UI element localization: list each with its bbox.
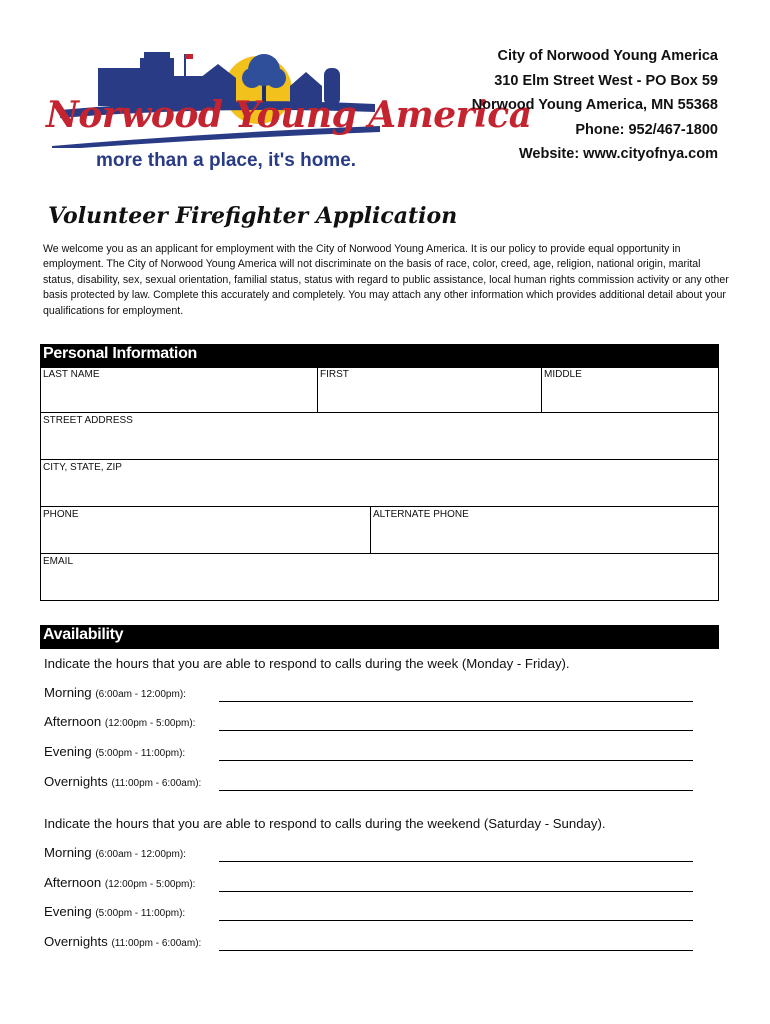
availability-title: Availability <box>43 626 124 643</box>
alternate-phone-field[interactable] <box>370 507 719 553</box>
city-state-zip-label: CITY, STATE, ZIP <box>43 462 122 473</box>
last-name-label: LAST NAME <box>43 369 100 380</box>
contact-city: City of Norwood Young America <box>497 48 718 64</box>
weekend-intro: Indicate the hours that you are able to respond to calls during the weekend (Saturday - Sunday). <box>44 816 606 831</box>
weekend-morning-input[interactable] <box>219 861 693 862</box>
last-name-field[interactable] <box>41 367 317 412</box>
weekday-evening-label: Evening (5:00pm - 11:00pm): <box>44 744 186 759</box>
weekday-morning-row <box>44 685 694 707</box>
weekday-overnights-input[interactable] <box>219 790 693 791</box>
personal-info-grid <box>40 367 719 601</box>
contact-block <box>472 44 718 167</box>
weekday-overnights-row <box>44 774 694 796</box>
contact-phone: Phone: 952/467-1800 <box>575 121 718 138</box>
street-address-field[interactable] <box>41 413 718 459</box>
phone-row <box>41 507 718 554</box>
weekday-evening-input[interactable] <box>219 760 693 761</box>
weekday-afternoon-label: Afternoon (12:00pm - 5:00pm): <box>44 714 196 729</box>
weekend-overnights-label: Overnights (11:00pm - 6:00am): <box>44 934 202 949</box>
weekend-overnights-input[interactable] <box>219 950 693 951</box>
weekend-afternoon-input[interactable] <box>219 891 693 892</box>
phone-label: PHONE <box>43 509 79 520</box>
weekday-overnights-label: Overnights (11:00pm - 6:00am): <box>44 774 202 789</box>
weekend-afternoon-label: Afternoon (12:00pm - 5:00pm): <box>44 875 196 890</box>
personal-info-title: Personal Information <box>43 345 198 362</box>
availability-header <box>40 625 719 649</box>
weekend-evening-label: Evening (5:00pm - 11:00pm): <box>44 904 186 919</box>
weekday-afternoon-input[interactable] <box>219 730 693 731</box>
city-row <box>41 460 718 507</box>
weekday-evening-row <box>44 744 694 766</box>
street-row <box>41 413 718 460</box>
weekend-morning-label: Morning (6:00am - 12:00pm): <box>44 845 186 860</box>
weekend-overnights-row <box>44 934 694 956</box>
intro-paragraph: We welcome you as an applicant for employment with the City of Norwood Young America. It is our policy to provide equal opportunity in employment. The City of Norwood Young America will not discriminate on the basis of race, color, creed, age, religion, national origin, marital status, disability, sex, sexual orientation, familial status, status with regard to public assistance, local human rights commission activity or any other basis protected by law. Complete this accurately and completely. You may attach any other information which provides additional detail about your qualifications for employment. <box>43 243 729 317</box>
city-logo <box>40 48 532 178</box>
contact-website[interactable]: Website: www.cityofnya.com <box>518 146 718 162</box>
contact-city-state: Norwood Young America, MN 55368 <box>471 97 718 113</box>
first-name-field[interactable] <box>317 367 541 412</box>
email-label: EMAIL <box>43 556 74 567</box>
phone-field[interactable] <box>41 507 370 553</box>
alternate-phone-label: ALTERNATE PHONE <box>373 509 469 520</box>
weekday-morning-label: Morning (6:00am - 12:00pm): <box>44 685 186 700</box>
weekend-evening-row <box>44 904 694 926</box>
name-row <box>41 367 718 413</box>
logo-tagline: more than a place, it's home. <box>96 150 357 171</box>
email-row <box>41 554 718 600</box>
weekend-afternoon-row <box>44 875 694 897</box>
contact-address: 310 Elm Street West - PO Box 59 <box>494 72 718 89</box>
weekend-morning-row <box>44 845 694 867</box>
personal-info-header <box>40 344 719 368</box>
weekday-afternoon-row <box>44 714 694 736</box>
first-name-label: FIRST <box>320 369 349 380</box>
email-field[interactable] <box>41 554 718 600</box>
middle-name-field[interactable] <box>541 367 719 412</box>
page-title: Volunteer Firefighter Application <box>48 203 458 229</box>
weekend-evening-input[interactable] <box>219 920 693 921</box>
weekday-morning-input[interactable] <box>219 701 693 702</box>
street-address-label: STREET ADDRESS <box>43 415 133 426</box>
middle-name-label: MIDDLE <box>544 369 582 380</box>
logo-wordmark: Norwood Young America <box>46 94 532 136</box>
city-state-zip-field[interactable] <box>41 460 718 506</box>
weekday-intro: Indicate the hours that you are able to respond to calls during the week (Monday - Friday). <box>44 656 570 671</box>
